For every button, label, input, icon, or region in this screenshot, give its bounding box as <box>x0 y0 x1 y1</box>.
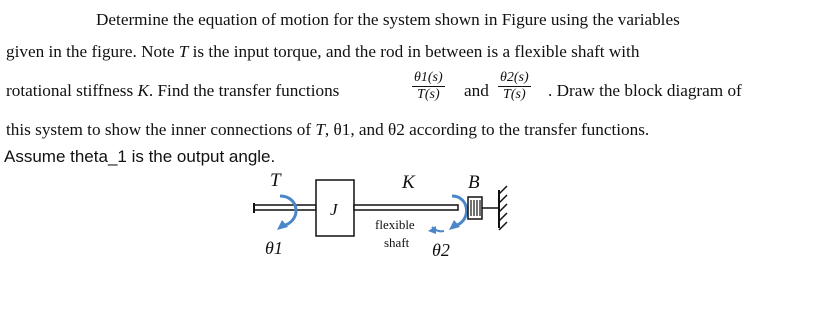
variable-K: K <box>137 81 149 100</box>
ground-hatch-2 <box>499 195 507 203</box>
ground-hatch-1 <box>499 186 507 194</box>
problem-line-3-b: . Find the transfer functions <box>148 81 340 100</box>
input-shaft <box>254 205 316 210</box>
tf2-numerator: θ2(s) <box>500 70 529 85</box>
ground-hatch-3 <box>499 204 507 212</box>
label-B: B <box>468 172 480 193</box>
label-theta2: θ2 <box>432 240 450 260</box>
problem-line-2-b: is the input torque, and the rod in between is a flexible shaft with <box>188 42 640 61</box>
variable-T-2: T <box>315 120 325 139</box>
problem-line-1-text: Determine the equation of motion for the system shown in Figure using the variables <box>96 10 680 29</box>
flexible-shaft <box>354 205 458 210</box>
label-T: T <box>270 170 281 191</box>
shaft-caption-line-1: flexible <box>375 217 415 232</box>
variable-T: T <box>178 42 189 61</box>
tf2-denominator: T(s) <box>503 87 526 102</box>
problem-line-5-text: Assume theta_1 is the output angle. <box>4 147 276 166</box>
label-J: J <box>330 200 338 219</box>
problem-line-2-a: given in the figure. Note <box>6 42 179 61</box>
and-word-text: and <box>464 81 489 100</box>
label-theta1: θ1 <box>265 238 283 258</box>
tf1-numerator: θ1(s) <box>414 70 443 85</box>
problem-line-3-a: rotational stiffness <box>6 81 138 100</box>
ground-hatch-4 <box>499 213 507 221</box>
problem-line-4-a: this system to show the inner connections of <box>6 120 316 139</box>
ground-hatch-5 <box>499 222 507 230</box>
problem-line-4-theta: , θ1, and θ2 according to the transfer functions. <box>324 120 650 139</box>
shaft-caption-line-2: shaft <box>384 235 410 250</box>
label-K: K <box>402 172 415 193</box>
tf1-denominator: T(s) <box>417 87 440 102</box>
problem-line-3-c: . Draw the block diagram of <box>548 81 742 100</box>
